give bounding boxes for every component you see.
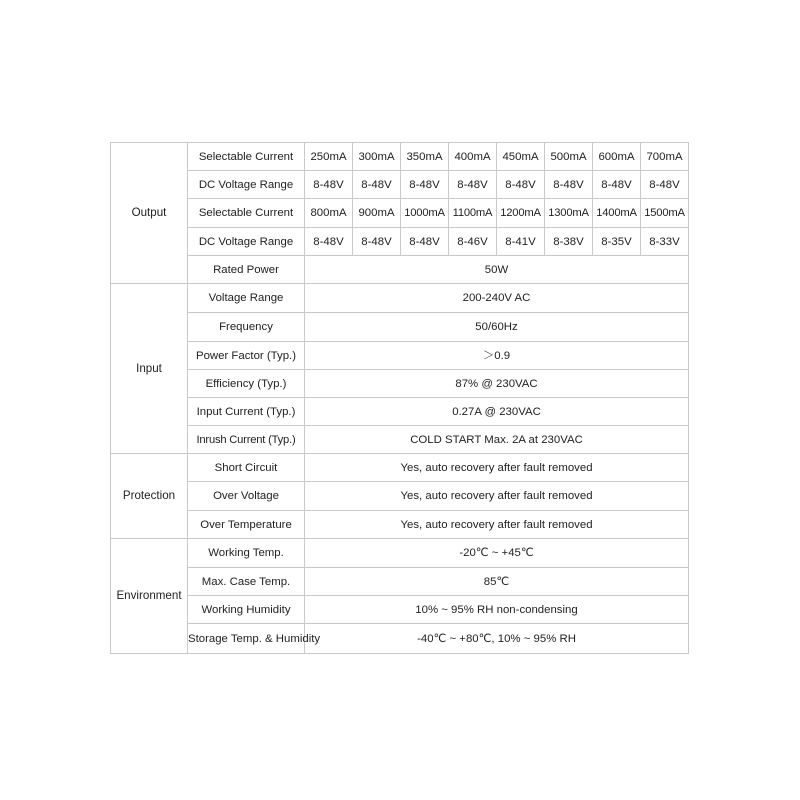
- current-cell: 400mA: [449, 143, 497, 171]
- voltage-cell: 8-48V: [305, 228, 353, 256]
- environment-row: [111, 539, 689, 568]
- input-row: [111, 284, 689, 313]
- param-label: Input Current (Typ.): [188, 398, 305, 426]
- voltage-cell: 8-41V: [497, 228, 545, 256]
- group-protection: Protection: [111, 454, 188, 539]
- current-cell: 1200mA: [497, 199, 545, 228]
- current-cell: 600mA: [593, 143, 641, 171]
- output-current-row-1: [111, 143, 689, 171]
- voltage-cell: 8-38V: [545, 228, 593, 256]
- group-input: Input: [111, 284, 188, 454]
- input-row: [111, 370, 689, 398]
- spec-table: [110, 142, 689, 654]
- protection-row: [111, 511, 689, 539]
- group-environment: Environment: [111, 539, 188, 654]
- current-cell: 1000mA: [401, 199, 449, 228]
- current-cell: 1100mA: [449, 199, 497, 228]
- param-value: -40℃ ~ +80℃, 10% ~ 95% RH: [305, 624, 689, 654]
- param-label: Over Voltage: [188, 482, 305, 511]
- rated-power-value: 50W: [305, 256, 689, 284]
- current-cell: 1500mA: [641, 199, 689, 228]
- param-label: Selectable Current: [188, 143, 305, 171]
- param-label: Working Humidity: [188, 596, 305, 624]
- param-label: Max. Case Temp.: [188, 568, 305, 596]
- voltage-cell: 8-48V: [353, 171, 401, 199]
- voltage-cell: 8-33V: [641, 228, 689, 256]
- environment-row: [111, 596, 689, 624]
- param-label: Power Factor (Typ.): [188, 342, 305, 370]
- voltage-cell: 8-48V: [401, 228, 449, 256]
- current-cell: 250mA: [305, 143, 353, 171]
- input-row: [111, 313, 689, 342]
- current-cell: 450mA: [497, 143, 545, 171]
- voltage-cell: 8-48V: [641, 171, 689, 199]
- param-value: 50/60Hz: [305, 313, 689, 342]
- current-cell: 800mA: [305, 199, 353, 228]
- param-label: Selectable Current: [188, 199, 305, 228]
- voltage-cell: 8-48V: [305, 171, 353, 199]
- param-value: 87% @ 230VAC: [305, 370, 689, 398]
- current-cell: 700mA: [641, 143, 689, 171]
- param-value: 200-240V AC: [305, 284, 689, 313]
- voltage-cell: 8-48V: [449, 171, 497, 199]
- voltage-cell: 8-48V: [353, 228, 401, 256]
- current-cell: 900mA: [353, 199, 401, 228]
- param-label: Storage Temp. & Humidity: [188, 624, 305, 654]
- voltage-cell: 8-46V: [449, 228, 497, 256]
- param-value: Yes, auto recovery after fault removed: [305, 482, 689, 511]
- environment-row: [111, 568, 689, 596]
- param-label: Rated Power: [188, 256, 305, 284]
- current-cell: 500mA: [545, 143, 593, 171]
- input-row: [111, 398, 689, 426]
- param-label: Efficiency (Typ.): [188, 370, 305, 398]
- param-value: -20℃ ~ +45℃: [305, 539, 689, 568]
- param-value: COLD START Max. 2A at 230VAC: [305, 426, 689, 454]
- current-cell: 300mA: [353, 143, 401, 171]
- voltage-cell: 8-48V: [545, 171, 593, 199]
- environment-row: [111, 624, 689, 654]
- param-label: DC Voltage Range: [188, 228, 305, 256]
- param-label: Voltage Range: [188, 284, 305, 313]
- voltage-cell: 8-35V: [593, 228, 641, 256]
- param-label: Short Circuit: [188, 454, 305, 482]
- voltage-cell: 8-48V: [401, 171, 449, 199]
- output-voltage-row-2: [111, 228, 689, 256]
- input-row: [111, 342, 689, 370]
- param-value: 0.27A @ 230VAC: [305, 398, 689, 426]
- voltage-cell: 8-48V: [497, 171, 545, 199]
- param-value: Yes, auto recovery after fault removed: [305, 511, 689, 539]
- output-current-row-2: [111, 199, 689, 228]
- group-output: Output: [111, 143, 188, 284]
- current-cell: 350mA: [401, 143, 449, 171]
- current-cell: 1300mA: [545, 199, 593, 228]
- current-cell: 1400mA: [593, 199, 641, 228]
- output-voltage-row-1: [111, 171, 689, 199]
- param-label: Working Temp.: [188, 539, 305, 568]
- param-value: 10% ~ 95% RH non-condensing: [305, 596, 689, 624]
- param-label: Over Temperature: [188, 511, 305, 539]
- protection-row: [111, 482, 689, 511]
- param-value: ＞0.9: [305, 342, 689, 370]
- voltage-cell: 8-48V: [593, 171, 641, 199]
- param-value: Yes, auto recovery after fault removed: [305, 454, 689, 482]
- param-label: Inrush Current (Typ.): [188, 426, 305, 454]
- param-value: 85℃: [305, 568, 689, 596]
- param-label: Frequency: [188, 313, 305, 342]
- protection-row: [111, 454, 689, 482]
- output-rated-power-row: [111, 256, 689, 284]
- param-label: DC Voltage Range: [188, 171, 305, 199]
- input-row: [111, 426, 689, 454]
